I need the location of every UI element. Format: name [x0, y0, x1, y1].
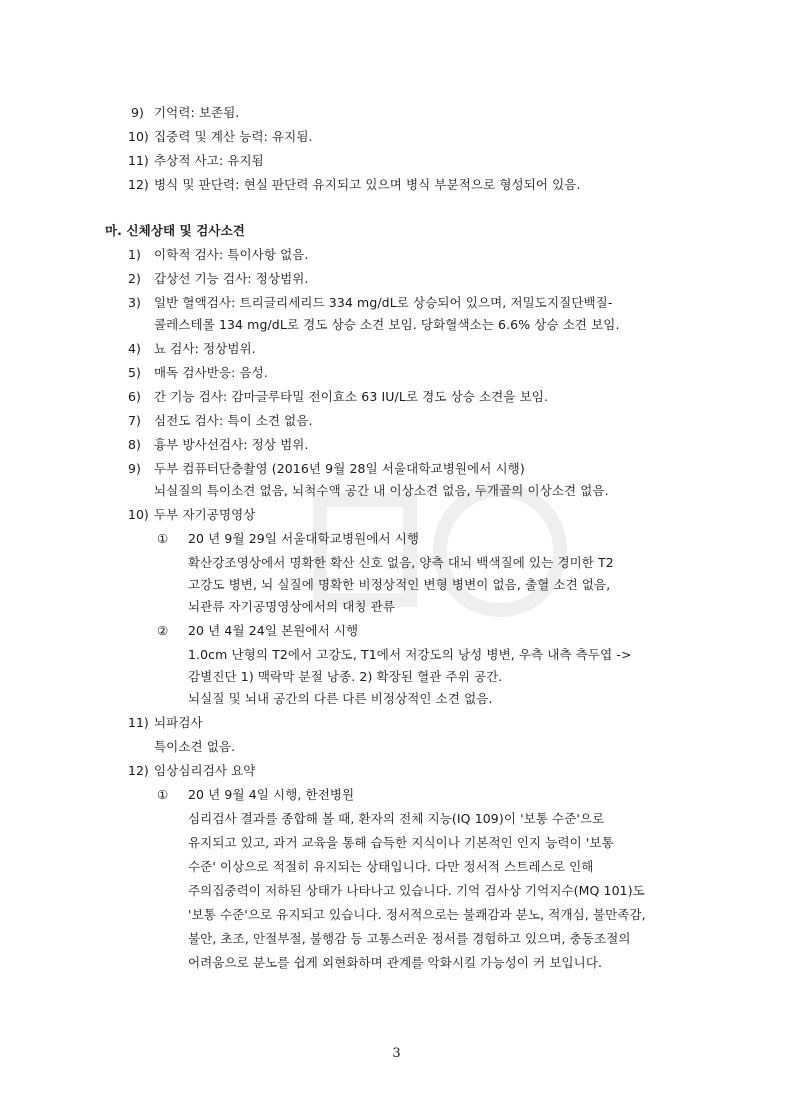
sub-item-marker: ①	[157, 787, 169, 802]
cognition-item-number: 9)	[131, 105, 144, 120]
sub-item-heading: 20 년 9월 29일 서울대학교병원에서 시행	[188, 531, 420, 546]
sub-item-text: 1.0cm 난형의 T2에서 고강도, T1에서 저강도의 낭성 병변, 우측 내측 측두엽 ->	[188, 647, 632, 662]
exam-text: 심전도 검사: 특이 소견 없음.	[154, 413, 313, 428]
exam-text: 일반 혈액검사: 트리글리세리드 334 mg/dL로 상승되어 있으며, 저밀도지질단백질-	[154, 295, 613, 310]
sub-item-heading: 20 년 4월 24일 본원에서 시행	[188, 623, 359, 638]
cognition-item-number: 11)	[128, 153, 149, 168]
page-number: 3	[392, 1046, 401, 1061]
sub-item-text: 유지되고 있고, 과거 교육을 통해 습득한 지식이나 기본적인 인지 능력이 '보통	[188, 835, 614, 850]
exam-text: 두부 컴퓨터단층촬영 (2016년 9월 28일 서울대학교병원에서 시행)	[154, 461, 525, 476]
sub-item-text: 심리검사 결과를 종합해 볼 때, 환자의 전체 지능(IQ 109)이 '보통 수준'으로	[188, 811, 605, 826]
sub-item-text: 고강도 병변, 뇌 실질에 명확한 비정상적인 변형 병변이 없음, 출혈 소견 없음,	[188, 577, 611, 592]
cognition-item-number: 12)	[128, 177, 149, 192]
exam-text-continued: 뇌실질의 특이소견 없음, 뇌척수액 공간 내 이상소견 없음, 두개골의 이상소견 없음.	[154, 483, 609, 498]
exam-text: 흉부 방사선검사: 정상 범위.	[154, 437, 309, 452]
exam-number: 7)	[128, 413, 141, 428]
cognition-item-number: 10)	[128, 129, 149, 144]
exam-number: 9)	[128, 461, 141, 476]
exam-number: 1)	[128, 247, 141, 262]
sub-item-text: 뇌실질 및 뇌내 공간의 다른 다른 비정상적인 소견 없음.	[188, 691, 493, 706]
exam-number: 10)	[128, 507, 149, 522]
sub-item-text: 수준' 이상으로 적절히 유지되는 상태입니다. 다만 정서적 스트레스로 인해	[188, 859, 594, 874]
exam-text: 특이소견 없음.	[154, 739, 236, 754]
sub-item-text: 불안, 초조, 안절부절, 불행감 등 고통스러운 정서를 경험하고 있으며, 충동조절의	[188, 931, 631, 946]
exam-text-continued: 콜레스테롤 134 mg/dL로 경도 상승 소견 보임. 당화혈색소는 6.6% 상승 소견 보임.	[154, 317, 620, 332]
sub-item-heading: 20 년 9월 4일 시행, 한전병원	[188, 787, 355, 802]
cognition-item-text: 추상적 사고: 유지됨	[154, 153, 264, 168]
sub-item-text: 어려움으로 분노를 쉽게 외현화하며 관계를 악화시킬 가능성이 커 보입니다.	[188, 955, 603, 970]
exam-number: 6)	[128, 389, 141, 404]
exam-title: 두부 자기공명영상	[154, 507, 256, 522]
exam-number: 3)	[128, 295, 141, 310]
sub-item-text: 감별진단 1) 맥락막 분절 낭종. 2) 확장된 혈관 주위 공간.	[188, 669, 503, 684]
exam-text: 갑상선 기능 검사: 정상범위.	[154, 271, 309, 286]
exam-number: 2)	[128, 271, 141, 286]
exam-number: 8)	[128, 437, 141, 452]
exam-number: 12)	[128, 763, 149, 778]
exam-text: 뇨 검사: 정상범위.	[154, 341, 256, 356]
cognition-item-text: 병식 및 판단력: 현실 판단력 유지되고 있으며 병식 부분적으로 형성되어 있음.	[154, 177, 581, 192]
cognition-item-text: 기억력: 보존됨.	[154, 105, 240, 120]
sub-item-marker: ②	[157, 623, 169, 638]
sub-item-text: 주의집중력이 저하된 상태가 나타나고 있습니다. 기억 검사상 기억지수(MQ 101)도	[188, 883, 645, 898]
exam-text: 이학적 검사: 특이사항 없음.	[154, 247, 309, 262]
cognition-item-text: 집중력 및 계산 능력: 유지됨.	[154, 129, 313, 144]
sub-item-text: 뇌관류 자기공명영상에서의 대칭 관류	[188, 599, 396, 614]
exam-title: 임상심리검사 요약	[154, 763, 256, 778]
sub-item-text: 확산강조영상에서 명확한 확산 신호 없음, 양측 대뇌 백색질에 있는 경미한 T2	[188, 555, 614, 570]
exam-number: 4)	[128, 341, 141, 356]
sub-item-marker: ①	[157, 531, 169, 546]
sub-item-text: '보통 수준'으로 유지되고 있습니다. 정서적으로는 불쾌감과 분노, 적개심, 불만족감,	[188, 907, 646, 922]
exam-number: 11)	[128, 715, 149, 730]
exam-text: 매독 검사반응: 음성.	[154, 365, 268, 380]
exam-number: 5)	[128, 365, 141, 380]
exam-text: 간 기능 검사: 감마글루타밀 전이효소 63 IU/L로 경도 상승 소견을 보임.	[154, 389, 549, 404]
section-title: 마. 신체상태 및 검사소견	[105, 223, 245, 238]
exam-title: 뇌파검사	[154, 715, 203, 730]
